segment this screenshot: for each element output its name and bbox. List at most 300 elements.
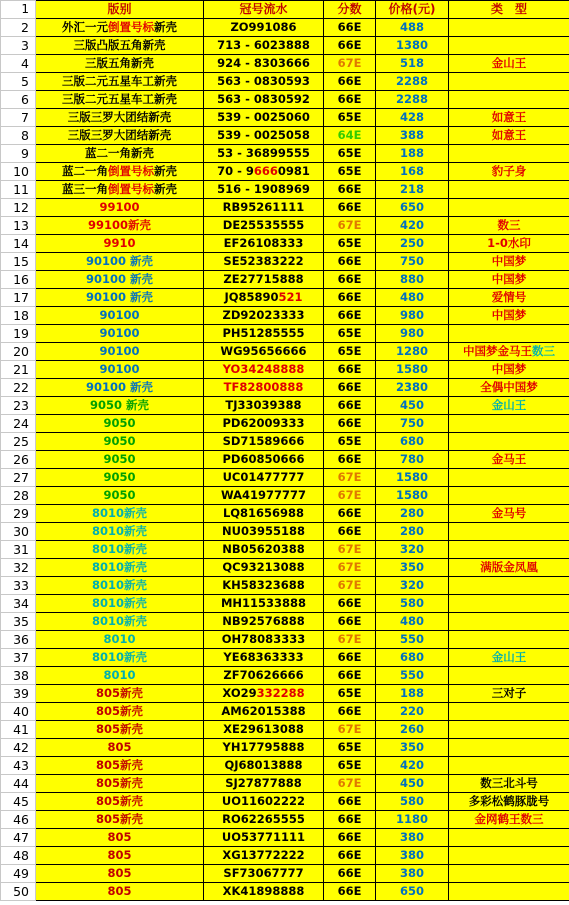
- edition-cell[interactable]: [36, 541, 204, 559]
- row-number[interactable]: 45: [1, 793, 36, 811]
- price-cell[interactable]: [376, 37, 449, 55]
- score-cell[interactable]: [324, 325, 376, 343]
- type-cell[interactable]: [449, 847, 569, 865]
- type-cell[interactable]: [449, 361, 569, 379]
- header-edition[interactable]: 版别: [36, 1, 204, 19]
- row-number[interactable]: 5: [1, 73, 36, 91]
- score-cell[interactable]: [324, 757, 376, 775]
- price-cell[interactable]: [376, 325, 449, 343]
- score-cell[interactable]: [324, 595, 376, 613]
- type-cell[interactable]: [449, 793, 569, 811]
- price-cell[interactable]: [376, 145, 449, 163]
- row-number[interactable]: 3: [1, 37, 36, 55]
- score-cell[interactable]: [324, 541, 376, 559]
- edition-cell[interactable]: [36, 199, 204, 217]
- edition-cell[interactable]: [36, 343, 204, 361]
- price-cell[interactable]: [376, 91, 449, 109]
- price-cell[interactable]: [376, 523, 449, 541]
- price-cell[interactable]: [376, 667, 449, 685]
- price-cell[interactable]: [376, 757, 449, 775]
- score-cell[interactable]: [324, 523, 376, 541]
- row-number[interactable]: 20: [1, 343, 36, 361]
- row-number[interactable]: 43: [1, 757, 36, 775]
- edition-cell[interactable]: [36, 235, 204, 253]
- row-number[interactable]: 50: [1, 883, 36, 901]
- price-cell[interactable]: [376, 253, 449, 271]
- serial-cell[interactable]: [204, 523, 324, 541]
- type-cell[interactable]: [449, 469, 569, 487]
- serial-cell[interactable]: [204, 775, 324, 793]
- score-cell[interactable]: [324, 217, 376, 235]
- price-cell[interactable]: [376, 379, 449, 397]
- serial-cell[interactable]: [204, 271, 324, 289]
- score-cell[interactable]: [324, 397, 376, 415]
- serial-cell[interactable]: [204, 865, 324, 883]
- serial-cell[interactable]: [204, 703, 324, 721]
- row-number[interactable]: 18: [1, 307, 36, 325]
- type-cell[interactable]: [449, 379, 569, 397]
- price-cell[interactable]: [376, 271, 449, 289]
- price-cell[interactable]: [376, 739, 449, 757]
- price-cell[interactable]: [376, 361, 449, 379]
- edition-cell[interactable]: [36, 361, 204, 379]
- score-cell[interactable]: [324, 685, 376, 703]
- serial-cell[interactable]: [204, 667, 324, 685]
- row-number[interactable]: 47: [1, 829, 36, 847]
- score-cell[interactable]: [324, 829, 376, 847]
- serial-cell[interactable]: [204, 883, 324, 901]
- score-cell[interactable]: [324, 451, 376, 469]
- row-number[interactable]: 28: [1, 487, 36, 505]
- row-number[interactable]: 9: [1, 145, 36, 163]
- header-serial[interactable]: 冠号流水: [204, 1, 324, 19]
- price-cell[interactable]: [376, 829, 449, 847]
- price-cell[interactable]: [376, 631, 449, 649]
- edition-cell[interactable]: [36, 739, 204, 757]
- edition-cell[interactable]: [36, 217, 204, 235]
- edition-cell[interactable]: [36, 595, 204, 613]
- score-cell[interactable]: [324, 37, 376, 55]
- row-number[interactable]: 12: [1, 199, 36, 217]
- serial-cell[interactable]: [204, 199, 324, 217]
- price-cell[interactable]: [376, 793, 449, 811]
- score-cell[interactable]: [324, 487, 376, 505]
- edition-cell[interactable]: [36, 613, 204, 631]
- edition-cell[interactable]: [36, 631, 204, 649]
- serial-cell[interactable]: [204, 559, 324, 577]
- edition-cell[interactable]: [36, 145, 204, 163]
- price-cell[interactable]: [376, 883, 449, 901]
- type-cell[interactable]: [449, 667, 569, 685]
- price-cell[interactable]: [376, 559, 449, 577]
- type-cell[interactable]: [449, 595, 569, 613]
- edition-cell[interactable]: [36, 55, 204, 73]
- serial-cell[interactable]: [204, 361, 324, 379]
- serial-cell[interactable]: [204, 379, 324, 397]
- score-cell[interactable]: [324, 163, 376, 181]
- row-number[interactable]: 38: [1, 667, 36, 685]
- edition-cell[interactable]: [36, 577, 204, 595]
- serial-cell[interactable]: [204, 595, 324, 613]
- score-cell[interactable]: [324, 379, 376, 397]
- serial-cell[interactable]: [204, 577, 324, 595]
- edition-cell[interactable]: [36, 685, 204, 703]
- row-number[interactable]: 35: [1, 613, 36, 631]
- price-cell[interactable]: [376, 55, 449, 73]
- header-price[interactable]: 价格(元): [376, 1, 449, 19]
- row-number[interactable]: 48: [1, 847, 36, 865]
- row-number[interactable]: 39: [1, 685, 36, 703]
- score-cell[interactable]: [324, 667, 376, 685]
- type-cell[interactable]: [449, 91, 569, 109]
- score-cell[interactable]: [324, 739, 376, 757]
- score-cell[interactable]: [324, 91, 376, 109]
- score-cell[interactable]: [324, 793, 376, 811]
- score-cell[interactable]: [324, 469, 376, 487]
- type-cell[interactable]: [449, 235, 569, 253]
- type-cell[interactable]: [449, 829, 569, 847]
- type-cell[interactable]: [449, 307, 569, 325]
- row-number[interactable]: 6: [1, 91, 36, 109]
- type-cell[interactable]: [449, 451, 569, 469]
- row-number[interactable]: 26: [1, 451, 36, 469]
- price-cell[interactable]: [376, 469, 449, 487]
- row-number[interactable]: 40: [1, 703, 36, 721]
- edition-cell[interactable]: [36, 379, 204, 397]
- row-number[interactable]: 16: [1, 271, 36, 289]
- type-cell[interactable]: [449, 703, 569, 721]
- serial-cell[interactable]: [204, 217, 324, 235]
- score-cell[interactable]: [324, 109, 376, 127]
- serial-cell[interactable]: [204, 487, 324, 505]
- price-cell[interactable]: [376, 433, 449, 451]
- score-cell[interactable]: [324, 55, 376, 73]
- type-cell[interactable]: [449, 721, 569, 739]
- serial-cell[interactable]: [204, 307, 324, 325]
- score-cell[interactable]: [324, 73, 376, 91]
- row-number[interactable]: 1: [1, 1, 36, 19]
- row-number[interactable]: 13: [1, 217, 36, 235]
- serial-cell[interactable]: [204, 649, 324, 667]
- edition-cell[interactable]: [36, 757, 204, 775]
- serial-cell[interactable]: [204, 415, 324, 433]
- edition-cell[interactable]: [36, 469, 204, 487]
- row-number[interactable]: 41: [1, 721, 36, 739]
- serial-cell[interactable]: [204, 127, 324, 145]
- serial-cell[interactable]: [204, 541, 324, 559]
- price-cell[interactable]: [376, 109, 449, 127]
- type-cell[interactable]: [449, 145, 569, 163]
- edition-cell[interactable]: [36, 523, 204, 541]
- edition-cell[interactable]: [36, 505, 204, 523]
- score-cell[interactable]: [324, 721, 376, 739]
- edition-cell[interactable]: [36, 703, 204, 721]
- serial-cell[interactable]: [204, 847, 324, 865]
- edition-cell[interactable]: [36, 793, 204, 811]
- score-cell[interactable]: [324, 307, 376, 325]
- type-cell[interactable]: [449, 865, 569, 883]
- type-cell[interactable]: [449, 253, 569, 271]
- edition-cell[interactable]: [36, 109, 204, 127]
- edition-cell[interactable]: [36, 325, 204, 343]
- row-number[interactable]: 37: [1, 649, 36, 667]
- serial-cell[interactable]: [204, 757, 324, 775]
- edition-cell[interactable]: [36, 181, 204, 199]
- type-cell[interactable]: [449, 433, 569, 451]
- serial-cell[interactable]: [204, 721, 324, 739]
- price-cell[interactable]: [376, 577, 449, 595]
- price-cell[interactable]: [376, 127, 449, 145]
- serial-cell[interactable]: [204, 73, 324, 91]
- type-cell[interactable]: [449, 55, 569, 73]
- score-cell[interactable]: [324, 235, 376, 253]
- price-cell[interactable]: [376, 343, 449, 361]
- edition-cell[interactable]: [36, 397, 204, 415]
- price-cell[interactable]: [376, 595, 449, 613]
- edition-cell[interactable]: [36, 451, 204, 469]
- type-cell[interactable]: [449, 631, 569, 649]
- price-cell[interactable]: [376, 451, 449, 469]
- row-number[interactable]: 7: [1, 109, 36, 127]
- score-cell[interactable]: [324, 343, 376, 361]
- type-cell[interactable]: [449, 181, 569, 199]
- type-cell[interactable]: [449, 109, 569, 127]
- row-number[interactable]: 8: [1, 127, 36, 145]
- price-cell[interactable]: [376, 847, 449, 865]
- type-cell[interactable]: [449, 613, 569, 631]
- score-cell[interactable]: [324, 181, 376, 199]
- edition-cell[interactable]: [36, 847, 204, 865]
- type-cell[interactable]: [449, 397, 569, 415]
- price-cell[interactable]: [376, 415, 449, 433]
- edition-cell[interactable]: [36, 19, 204, 37]
- row-number[interactable]: 24: [1, 415, 36, 433]
- row-number[interactable]: 19: [1, 325, 36, 343]
- row-number[interactable]: 4: [1, 55, 36, 73]
- serial-cell[interactable]: [204, 145, 324, 163]
- serial-cell[interactable]: [204, 829, 324, 847]
- row-number[interactable]: 42: [1, 739, 36, 757]
- score-cell[interactable]: [324, 361, 376, 379]
- price-cell[interactable]: [376, 487, 449, 505]
- row-number[interactable]: 11: [1, 181, 36, 199]
- edition-cell[interactable]: [36, 163, 204, 181]
- edition-cell[interactable]: [36, 667, 204, 685]
- price-cell[interactable]: [376, 235, 449, 253]
- price-cell[interactable]: [376, 721, 449, 739]
- edition-cell[interactable]: [36, 253, 204, 271]
- edition-cell[interactable]: [36, 127, 204, 145]
- score-cell[interactable]: [324, 811, 376, 829]
- score-cell[interactable]: [324, 649, 376, 667]
- edition-cell[interactable]: [36, 271, 204, 289]
- serial-cell[interactable]: [204, 469, 324, 487]
- type-cell[interactable]: [449, 217, 569, 235]
- score-cell[interactable]: [324, 145, 376, 163]
- serial-cell[interactable]: [204, 19, 324, 37]
- type-cell[interactable]: [449, 487, 569, 505]
- type-cell[interactable]: [449, 757, 569, 775]
- score-cell[interactable]: [324, 865, 376, 883]
- score-cell[interactable]: [324, 505, 376, 523]
- score-cell[interactable]: [324, 631, 376, 649]
- serial-cell[interactable]: [204, 289, 324, 307]
- price-cell[interactable]: [376, 163, 449, 181]
- row-number[interactable]: 25: [1, 433, 36, 451]
- row-number[interactable]: 44: [1, 775, 36, 793]
- price-cell[interactable]: [376, 181, 449, 199]
- serial-cell[interactable]: [204, 739, 324, 757]
- price-cell[interactable]: [376, 685, 449, 703]
- type-cell[interactable]: [449, 883, 569, 901]
- serial-cell[interactable]: [204, 451, 324, 469]
- type-cell[interactable]: [449, 523, 569, 541]
- price-cell[interactable]: [376, 289, 449, 307]
- price-cell[interactable]: [376, 811, 449, 829]
- score-cell[interactable]: [324, 415, 376, 433]
- type-cell[interactable]: [449, 343, 569, 361]
- score-cell[interactable]: [324, 883, 376, 901]
- type-cell[interactable]: [449, 325, 569, 343]
- edition-cell[interactable]: [36, 307, 204, 325]
- price-cell[interactable]: [376, 541, 449, 559]
- serial-cell[interactable]: [204, 325, 324, 343]
- type-cell[interactable]: [449, 559, 569, 577]
- serial-cell[interactable]: [204, 55, 324, 73]
- price-cell[interactable]: [376, 397, 449, 415]
- row-number[interactable]: 36: [1, 631, 36, 649]
- score-cell[interactable]: [324, 559, 376, 577]
- price-cell[interactable]: [376, 865, 449, 883]
- row-number[interactable]: 2: [1, 19, 36, 37]
- serial-cell[interactable]: [204, 631, 324, 649]
- row-number[interactable]: 10: [1, 163, 36, 181]
- row-number[interactable]: 33: [1, 577, 36, 595]
- score-cell[interactable]: [324, 613, 376, 631]
- type-cell[interactable]: [449, 199, 569, 217]
- serial-cell[interactable]: [204, 253, 324, 271]
- price-cell[interactable]: [376, 703, 449, 721]
- score-cell[interactable]: [324, 19, 376, 37]
- type-cell[interactable]: [449, 577, 569, 595]
- score-cell[interactable]: [324, 253, 376, 271]
- score-cell[interactable]: [324, 703, 376, 721]
- serial-cell[interactable]: [204, 397, 324, 415]
- type-cell[interactable]: [449, 163, 569, 181]
- serial-cell[interactable]: [204, 235, 324, 253]
- type-cell[interactable]: [449, 505, 569, 523]
- edition-cell[interactable]: [36, 559, 204, 577]
- score-cell[interactable]: [324, 847, 376, 865]
- edition-cell[interactable]: [36, 865, 204, 883]
- score-cell[interactable]: [324, 433, 376, 451]
- serial-cell[interactable]: [204, 343, 324, 361]
- price-cell[interactable]: [376, 649, 449, 667]
- type-cell[interactable]: [449, 649, 569, 667]
- row-number[interactable]: 30: [1, 523, 36, 541]
- serial-cell[interactable]: [204, 811, 324, 829]
- edition-cell[interactable]: [36, 721, 204, 739]
- price-cell[interactable]: [376, 307, 449, 325]
- type-cell[interactable]: [449, 127, 569, 145]
- edition-cell[interactable]: [36, 91, 204, 109]
- price-cell[interactable]: [376, 775, 449, 793]
- serial-cell[interactable]: [204, 613, 324, 631]
- serial-cell[interactable]: [204, 685, 324, 703]
- type-cell[interactable]: [449, 415, 569, 433]
- type-cell[interactable]: [449, 73, 569, 91]
- edition-cell[interactable]: [36, 37, 204, 55]
- edition-cell[interactable]: [36, 433, 204, 451]
- price-cell[interactable]: [376, 505, 449, 523]
- serial-cell[interactable]: [204, 163, 324, 181]
- type-cell[interactable]: [449, 685, 569, 703]
- header-score[interactable]: 分数: [324, 1, 376, 19]
- row-number[interactable]: 14: [1, 235, 36, 253]
- serial-cell[interactable]: [204, 793, 324, 811]
- price-cell[interactable]: [376, 613, 449, 631]
- row-number[interactable]: 17: [1, 289, 36, 307]
- score-cell[interactable]: [324, 289, 376, 307]
- edition-cell[interactable]: [36, 289, 204, 307]
- header-type[interactable]: 类 型: [449, 1, 569, 19]
- serial-cell[interactable]: [204, 37, 324, 55]
- type-cell[interactable]: [449, 739, 569, 757]
- row-number[interactable]: 49: [1, 865, 36, 883]
- row-number[interactable]: 15: [1, 253, 36, 271]
- type-cell[interactable]: [449, 19, 569, 37]
- edition-cell[interactable]: [36, 883, 204, 901]
- edition-cell[interactable]: [36, 829, 204, 847]
- price-cell[interactable]: [376, 19, 449, 37]
- serial-cell[interactable]: [204, 109, 324, 127]
- type-cell[interactable]: [449, 289, 569, 307]
- price-cell[interactable]: [376, 217, 449, 235]
- type-cell[interactable]: [449, 271, 569, 289]
- edition-cell[interactable]: [36, 775, 204, 793]
- serial-cell[interactable]: [204, 181, 324, 199]
- row-number[interactable]: 23: [1, 397, 36, 415]
- row-number[interactable]: 31: [1, 541, 36, 559]
- score-cell[interactable]: [324, 127, 376, 145]
- serial-cell[interactable]: [204, 91, 324, 109]
- type-cell[interactable]: [449, 811, 569, 829]
- row-number[interactable]: 27: [1, 469, 36, 487]
- score-cell[interactable]: [324, 775, 376, 793]
- serial-cell[interactable]: [204, 505, 324, 523]
- score-cell[interactable]: [324, 271, 376, 289]
- type-cell[interactable]: [449, 37, 569, 55]
- score-cell[interactable]: [324, 199, 376, 217]
- edition-cell[interactable]: [36, 649, 204, 667]
- type-cell[interactable]: [449, 775, 569, 793]
- type-cell[interactable]: [449, 541, 569, 559]
- price-cell[interactable]: [376, 199, 449, 217]
- row-number[interactable]: 34: [1, 595, 36, 613]
- row-number[interactable]: 29: [1, 505, 36, 523]
- row-number[interactable]: 22: [1, 379, 36, 397]
- row-number[interactable]: 21: [1, 361, 36, 379]
- serial-cell[interactable]: [204, 433, 324, 451]
- row-number[interactable]: 32: [1, 559, 36, 577]
- edition-cell[interactable]: [36, 487, 204, 505]
- edition-cell[interactable]: [36, 415, 204, 433]
- row-number[interactable]: 46: [1, 811, 36, 829]
- score-cell[interactable]: [324, 577, 376, 595]
- price-cell[interactable]: [376, 73, 449, 91]
- edition-cell[interactable]: [36, 811, 204, 829]
- edition-cell[interactable]: [36, 73, 204, 91]
